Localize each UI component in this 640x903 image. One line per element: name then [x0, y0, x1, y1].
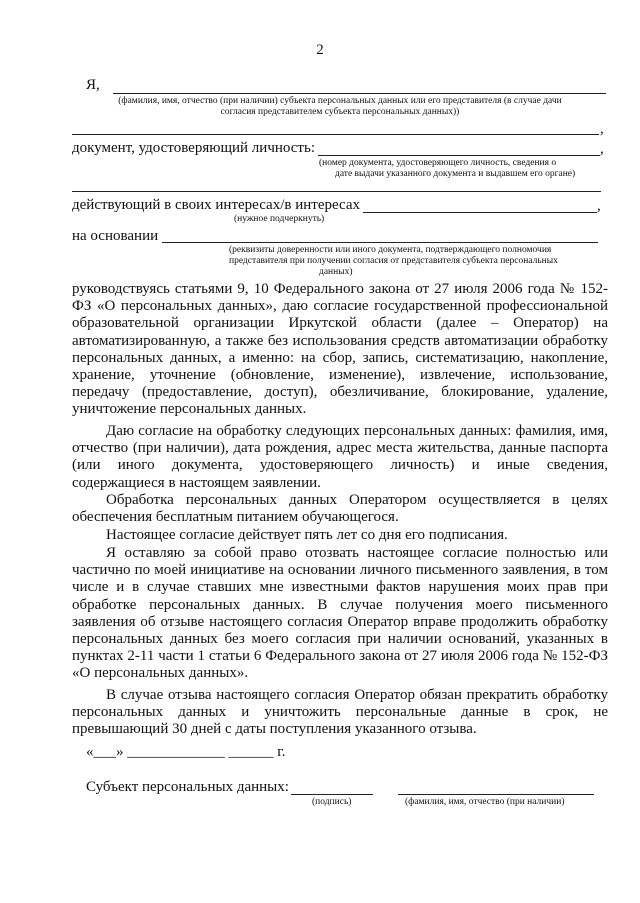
paragraph-4-text: Настоящее согласие действует пять лет со дня его подписания.	[106, 527, 508, 543]
page-number: 2	[316, 42, 324, 58]
subject-label: Субъект персональных данных:	[86, 779, 289, 795]
basis-caption-line1: (реквизиты доверенности или иного документа, подтверждающего полномочия	[229, 245, 552, 255]
paragraph-4	[72, 527, 608, 544]
signature-fill-line	[291, 794, 373, 795]
document-fill-line	[318, 155, 600, 156]
comma-2: ,	[600, 141, 604, 157]
basis-caption-line2: представителя при получении согласия от представителя субъекта персональных	[229, 256, 558, 266]
basis-caption-line3: данных)	[319, 267, 353, 277]
fio-caption: (фамилия, имя, отчество (при наличии)	[405, 797, 565, 807]
acting-caption: (нужное подчеркнуть)	[234, 214, 325, 224]
date-line: «___» _____________ ______ г.	[86, 744, 286, 760]
basis-fill-line	[162, 242, 598, 243]
document-caption-line2: дате выдачи указанного документа и выдавшем его органе)	[335, 169, 576, 179]
comma-1: ,	[600, 121, 604, 137]
ya-label: Я,	[86, 77, 100, 93]
paragraph-2-text: Даю согласие на обработку следующих персональных данных: фамилия, имя, отчество (при наличии), дата рождения, адрес места жительства, данные паспорта (или иного документа, удостоверяющего личность) и иные сведения, содержащиеся в настоящем заявлении.	[72, 423, 608, 491]
fio-fill-line	[398, 794, 594, 795]
document-caption-line1: (номер документа, удостоверяющего личность, сведения о	[319, 158, 557, 168]
basis-label: на основании	[72, 228, 159, 244]
acting-fill-line	[363, 212, 597, 213]
name-caption-line2: согласия представителем субъекта персональных данных))	[220, 107, 460, 117]
name-fill-line	[113, 93, 606, 94]
paragraph-3	[72, 492, 608, 526]
name-caption-line1: (фамилия, имя, отчество (при наличии) субъекта персональных данных или его представителя (в случае дачи	[118, 96, 562, 106]
paragraph-3-text: Обработка персональных данных Оператором осуществляется в целях обеспечения бесплатным питанием обучающегося.	[72, 492, 608, 526]
paragraph-5	[72, 545, 608, 683]
signature-caption: (подпись)	[312, 797, 352, 807]
paragraph-2	[72, 423, 608, 492]
paragraph-5-text: Я оставляю за собой право отозвать настоящее согласие полностью или частично по моей инициативе на основании личного письменного заявления, в том числе и в случае ставших мне известными фактов нарушения моих прав при обработке персональных данных. В случае получения моего письменного заявления об отзыве настоящего согласия Оператор вправе продолжить обработку персональных данных без моего согласия при наличии оснований, указанных в пунктах 2-11 части 1 статьи 6 Федерального закона от 27 июля 2006 года № 152-ФЗ «О персональных данных».	[72, 545, 608, 682]
document-continuation-line	[72, 191, 601, 192]
paragraph-1: руководствуясь статьями 9, 10 Федерального закона от 27 июля 2006 года № 152-ФЗ «О персональных данных», даю согласие государственной профессиональной образовательной организации Иркутской области (далее – Оператор) на автоматизированную, а также без использования средств автоматизации обработку персональных данных, а именно: на сбор, запись, систематизацию, накопление, хранение, уточнение (обновление, изменение), извлечение, использование, передачу (предоставление, доступ), обезличивание, блокирование, удаление, уничтожение персональных данных.	[72, 281, 608, 418]
acting-label: действующий в своих интересах/в интересах	[72, 197, 361, 213]
comma-3: ,	[597, 198, 601, 214]
name-continuation-line	[72, 134, 599, 135]
paragraph-6-text: В случае отзыва настоящего согласия Оператор обязан прекратить обработку персональных данных и уничтожить персональные данные в срок, не превышающий 30 дней с даты поступления указанного отзыва.	[72, 687, 608, 738]
paragraph-6	[72, 687, 608, 739]
document-label: документ, удостоверяющий личность:	[72, 140, 315, 156]
